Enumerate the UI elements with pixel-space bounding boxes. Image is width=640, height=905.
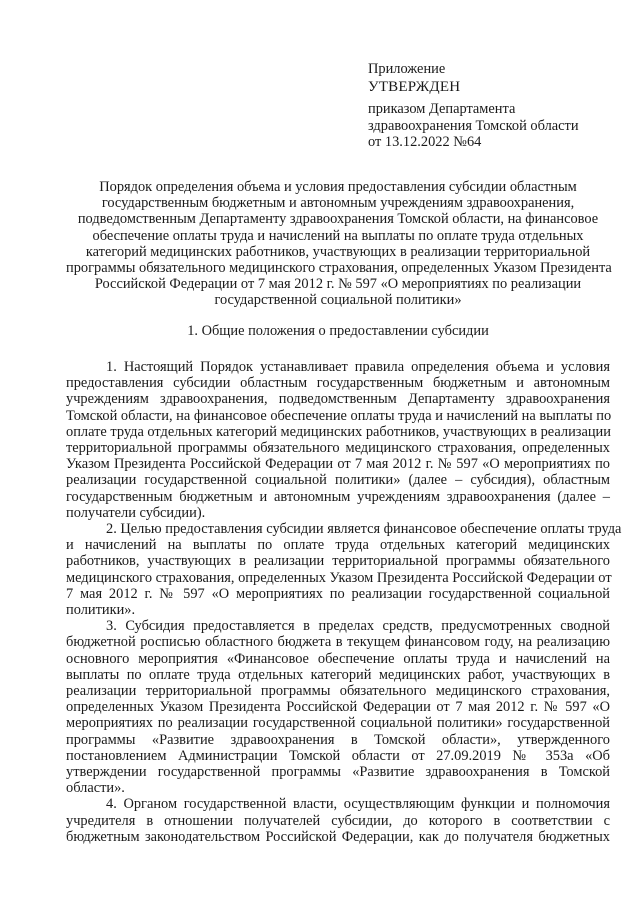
title-line: Российской Федерации от 7 мая 2012 г. № 597 «О мероприятиях по реализации [94, 276, 582, 293]
paragraph-2 [66, 521, 622, 619]
title-line: государственным бюджетным и автономным учреждениям здравоохранения, [101, 195, 575, 212]
paragraph-line: территориальной программы обязательного медицинского страхования, определенных [66, 440, 610, 457]
paragraph-line: оплате труда отдельных категорий медицинских работников, участвующих в реализации [66, 423, 611, 440]
paragraph-line: 7 мая 2012 г. № 597 «О мероприятиях по реализации государственной социальной [66, 585, 610, 602]
paragraph-line: Указом Президента Российской Федерации от 7 мая 2012 г. № 597 «О мероприятиях по [66, 456, 610, 473]
approval-approved-label: УТВЕРЖДЕН [368, 79, 461, 96]
approval-department-line: здравоохранения Томской области [368, 117, 579, 134]
paragraph-line: 3. Субсидия предоставляется в пределах средств, предусмотренных сводной [106, 618, 610, 635]
paragraph-line: реализации территориальной программы обязательного медицинского страхования, [66, 683, 610, 700]
approval-order-line: приказом Департамента [368, 101, 516, 118]
title-line: категорий медицинских работников, участвующих в реализации территориальной [85, 243, 591, 260]
paragraph-line: и начислений на выплаты по оплате труда отдельных категорий медицинских [66, 537, 610, 554]
approval-appendix-label: Приложение [368, 61, 446, 77]
approval-block [368, 61, 618, 150]
paragraph-line: медицинского страхования, определенных Указом Президента Российской Федерации от [66, 569, 612, 586]
paragraph-4 [66, 796, 610, 845]
paragraph-line: государственным бюджетным и автономным учреждениям здравоохранения (далее – [66, 488, 610, 505]
paragraph-line: Томской области, на финансовое обеспечение оплаты труда и начислений на выплаты по [66, 407, 612, 424]
approval-date-line: от 13.12.2022 №64 [368, 133, 482, 150]
paragraph-line: работников, участвующих в реализации территориальной программы обязательного [66, 553, 610, 570]
paragraph-line: предоставления субсидии областным государственным бюджетным и автономным [66, 375, 610, 392]
title-line: обеспечение оплаты труда и начислений на выплаты по оплате труда отдельных [92, 227, 584, 244]
paragraph-line: 2. Целью предоставления субсидии является финансовое обеспечение оплаты труда [106, 521, 622, 538]
paragraph-line: 1. Настоящий Порядок устанавливает правила определения объема и условия [106, 359, 610, 375]
paragraph-line: утверждении государственной программы «Развитие здравоохранения в Томской [66, 764, 610, 781]
paragraph-3 [66, 618, 610, 796]
paragraph-line: учреждениям здравоохранения, подведомственным Департаменту здравоохранения [66, 391, 610, 408]
document-title [66, 179, 610, 309]
paragraph-line: определенных Указом Президента Российской Федерации от 7 мая 2012 г. № 597 «О [66, 699, 610, 716]
title-line: Порядок определения объема и условия предоставления субсидии областным [99, 179, 577, 195]
paragraph-1 [66, 359, 610, 521]
paragraph-line: программы «Развитие здравоохранения в Томской области», утвержденного [66, 731, 610, 748]
section-heading: 1. Общие положения о предоставлении субсидии [187, 323, 489, 339]
title-line: подведомственным Департаменту здравоохранения Томской области, на финансовое [77, 211, 599, 228]
paragraph-line: основного мероприятия «Финансовое обеспечение оплаты труда и начислений на [66, 650, 610, 667]
paragraph-line: реализации государственной социальной политики» (далее – субсидия), областным [66, 472, 610, 489]
paragraph-line: 4. Органом государственной власти, осуществляющим функции и полномочия [106, 796, 610, 813]
paragraph-line: учредителя в отношении получателей субсидии, до которого в соответствии с [66, 812, 610, 829]
paragraph-line: выплаты по оплате труда отдельных категорий медицинских работ, участвующих в [66, 666, 610, 683]
title-line: программы обязательного медицинского страхования, определенных Указом Президента [66, 260, 612, 277]
paragraph-line: мероприятиях по реализации государственной социальной политики» государственной [66, 715, 610, 732]
paragraph-line: получатели субсидии). [66, 504, 206, 521]
paragraph-line: бюджетным законодательством Российской Федерации, как до получателя бюджетных [66, 828, 610, 845]
title-line: государственной социальной политики» [214, 292, 462, 309]
paragraph-line: бюджетной росписью областного бюджета в текущем финансовом году, на реализацию [66, 634, 610, 651]
document-body [66, 359, 622, 845]
paragraph-line: политики». [66, 602, 136, 619]
paragraph-line: постановлением Администрации Томской области от 27.09.2019 № 353а «Об [66, 747, 610, 764]
paragraph-line: области». [66, 780, 125, 797]
